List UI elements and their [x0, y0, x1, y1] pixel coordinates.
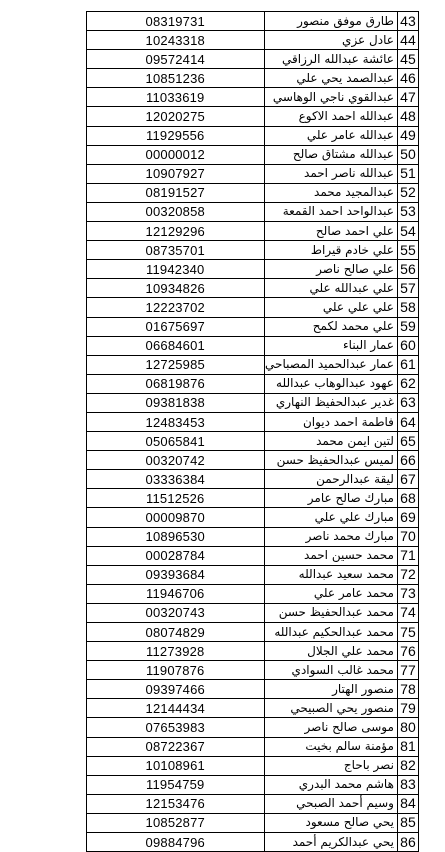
row-number-cell: 85 — [397, 813, 418, 832]
id-code-cell: 00320743 — [87, 603, 265, 622]
records-table-body — [87, 12, 419, 852]
table-row — [87, 584, 419, 603]
row-number-cell: 47 — [397, 88, 418, 107]
row-number-cell: 49 — [397, 126, 418, 145]
id-code-cell: 09884796 — [87, 833, 265, 852]
row-number-cell: 71 — [397, 546, 418, 565]
name-cell: محمد علي الجلال — [264, 642, 397, 661]
row-number-cell: 52 — [397, 183, 418, 202]
table-row — [87, 145, 419, 164]
name-cell: هاشم محمد البدري — [264, 775, 397, 794]
table-row — [87, 260, 419, 279]
row-number-cell: 76 — [397, 642, 418, 661]
name-cell: علي عبدالله علي — [264, 279, 397, 298]
row-number-cell: 86 — [397, 833, 418, 852]
table-row — [87, 69, 419, 88]
table-row — [87, 508, 419, 527]
name-cell: لتين ايمن محمد — [264, 432, 397, 451]
name-cell: يحي عبدالكريم أحمد — [264, 833, 397, 852]
table-row — [87, 451, 419, 470]
name-cell: عهود عبدالوهاب عبدالله — [264, 374, 397, 393]
id-code-cell: 12483453 — [87, 412, 265, 431]
name-cell: علي صالح ناصر — [264, 260, 397, 279]
records-table — [86, 11, 419, 852]
id-code-cell: 09397466 — [87, 680, 265, 699]
table-row — [87, 393, 419, 412]
row-number-cell: 72 — [397, 565, 418, 584]
id-code-cell: 10108961 — [87, 756, 265, 775]
row-number-cell: 82 — [397, 756, 418, 775]
id-code-cell: 11512526 — [87, 489, 265, 508]
name-cell: عبدالله مشتاق صالح — [264, 145, 397, 164]
name-cell: مبارك علي علي — [264, 508, 397, 527]
id-code-cell: 07653983 — [87, 718, 265, 737]
table-row — [87, 50, 419, 69]
row-number-cell: 64 — [397, 412, 418, 431]
row-number-cell: 59 — [397, 317, 418, 336]
id-code-cell: 12129296 — [87, 222, 265, 241]
id-code-cell: 08074829 — [87, 623, 265, 642]
name-cell: موسى صالح ناصر — [264, 718, 397, 737]
table-row — [87, 813, 419, 832]
id-code-cell: 11033619 — [87, 88, 265, 107]
name-cell: وسيم أحمد الصبحي — [264, 794, 397, 813]
id-code-cell: 10934826 — [87, 279, 265, 298]
row-number-cell: 70 — [397, 527, 418, 546]
row-number-cell: 75 — [397, 623, 418, 642]
name-cell: مؤمنة سالم بخيت — [264, 737, 397, 756]
table-row — [87, 833, 419, 852]
table-row — [87, 336, 419, 355]
id-code-cell: 11942340 — [87, 260, 265, 279]
id-code-cell: 00320742 — [87, 451, 265, 470]
table-row — [87, 164, 419, 183]
row-number-cell: 68 — [397, 489, 418, 508]
table-row — [87, 222, 419, 241]
name-cell: مبارك محمد ناصر — [264, 527, 397, 546]
id-code-cell: 08735701 — [87, 241, 265, 260]
row-number-cell: 73 — [397, 584, 418, 603]
id-code-cell: 11946706 — [87, 584, 265, 603]
id-code-cell: 08191527 — [87, 183, 265, 202]
table-row — [87, 680, 419, 699]
name-cell: عبدالله ناصر احمد — [264, 164, 397, 183]
row-number-cell: 65 — [397, 432, 418, 451]
row-number-cell: 58 — [397, 298, 418, 317]
name-cell: منصور الهتار — [264, 680, 397, 699]
row-number-cell: 62 — [397, 374, 418, 393]
row-number-cell: 83 — [397, 775, 418, 794]
table-row — [87, 355, 419, 374]
name-cell: نصر باحاج — [264, 756, 397, 775]
id-code-cell: 09393684 — [87, 565, 265, 584]
table-row — [87, 623, 419, 642]
row-number-cell: 50 — [397, 145, 418, 164]
table-row — [87, 88, 419, 107]
name-cell: عبدالله احمد الاكوع — [264, 107, 397, 126]
id-code-cell: 12223702 — [87, 298, 265, 317]
row-number-cell: 44 — [397, 31, 418, 50]
id-code-cell: 12144434 — [87, 699, 265, 718]
row-number-cell: 79 — [397, 699, 418, 718]
row-number-cell: 56 — [397, 260, 418, 279]
row-number-cell: 69 — [397, 508, 418, 527]
id-code-cell: 00009870 — [87, 508, 265, 527]
row-number-cell: 48 — [397, 107, 418, 126]
row-number-cell: 55 — [397, 241, 418, 260]
name-cell: عبدالواحد احمد القمعة — [264, 202, 397, 221]
table-row — [87, 298, 419, 317]
name-cell: يحي صالح مسعود — [264, 813, 397, 832]
row-number-cell: 81 — [397, 737, 418, 756]
id-code-cell: 00000012 — [87, 145, 265, 164]
table-row — [87, 279, 419, 298]
row-number-cell: 43 — [397, 12, 418, 31]
row-number-cell: 67 — [397, 470, 418, 489]
table-row — [87, 107, 419, 126]
id-code-cell: 00320858 — [87, 202, 265, 221]
table-row — [87, 756, 419, 775]
table-row — [87, 202, 419, 221]
row-number-cell: 78 — [397, 680, 418, 699]
id-code-cell: 00028784 — [87, 546, 265, 565]
id-code-cell: 12725985 — [87, 355, 265, 374]
id-code-cell: 10852877 — [87, 813, 265, 832]
name-cell: محمد سعيد عبدالله — [264, 565, 397, 584]
table-row — [87, 12, 419, 31]
id-code-cell: 11954759 — [87, 775, 265, 794]
table-row — [87, 412, 419, 431]
table-row — [87, 374, 419, 393]
id-code-cell: 08319731 — [87, 12, 265, 31]
table-row — [87, 317, 419, 336]
name-cell: عمار البناء — [264, 336, 397, 355]
id-code-cell: 12020275 — [87, 107, 265, 126]
row-number-cell: 66 — [397, 451, 418, 470]
table-row — [87, 470, 419, 489]
table-row — [87, 489, 419, 508]
id-code-cell: 10907927 — [87, 164, 265, 183]
table-row — [87, 432, 419, 451]
name-cell: منصور يحي الصبيحي — [264, 699, 397, 718]
id-code-cell: 12153476 — [87, 794, 265, 813]
name-cell: محمد عامر علي — [264, 584, 397, 603]
name-cell: عادل عزي — [264, 31, 397, 50]
table-row — [87, 126, 419, 145]
name-cell: عبدالقوي ناجي الوهاسي — [264, 88, 397, 107]
table-row — [87, 775, 419, 794]
id-code-cell: 05065841 — [87, 432, 265, 451]
table-row — [87, 527, 419, 546]
table-row — [87, 546, 419, 565]
table-row — [87, 794, 419, 813]
row-number-cell: 61 — [397, 355, 418, 374]
name-cell: علي خادم قيراط — [264, 241, 397, 260]
id-code-cell: 10851236 — [87, 69, 265, 88]
row-number-cell: 60 — [397, 336, 418, 355]
row-number-cell: 84 — [397, 794, 418, 813]
name-cell: غدير عبدالحفيظ النهاري — [264, 393, 397, 412]
id-code-cell: 09381838 — [87, 393, 265, 412]
table-row — [87, 31, 419, 50]
table-row — [87, 661, 419, 680]
row-number-cell: 53 — [397, 202, 418, 221]
row-number-cell: 54 — [397, 222, 418, 241]
name-cell: محمد عبدالحكيم عبدالله — [264, 623, 397, 642]
row-number-cell: 77 — [397, 661, 418, 680]
name-cell: ليقة عبدالرحمن — [264, 470, 397, 489]
id-code-cell: 08722367 — [87, 737, 265, 756]
id-code-cell: 01675697 — [87, 317, 265, 336]
row-number-cell: 45 — [397, 50, 418, 69]
id-code-cell: 09572414 — [87, 50, 265, 69]
name-cell: طارق موفق منصور — [264, 12, 397, 31]
name-cell: مبارك صالح عامر — [264, 489, 397, 508]
row-number-cell: 80 — [397, 718, 418, 737]
name-cell: محمد عبدالحفيظ حسن — [264, 603, 397, 622]
id-code-cell: 10243318 — [87, 31, 265, 50]
name-cell: عبدالصمد يحي علي — [264, 69, 397, 88]
name-cell: عبدالله عامر علي — [264, 126, 397, 145]
id-code-cell: 06684601 — [87, 336, 265, 355]
name-cell: علي احمد صالح — [264, 222, 397, 241]
id-code-cell: 11907876 — [87, 661, 265, 680]
name-cell: علي علي علي — [264, 298, 397, 317]
id-code-cell: 11273928 — [87, 642, 265, 661]
name-cell: لميس عبدالحفيظ حسن — [264, 451, 397, 470]
row-number-cell: 57 — [397, 279, 418, 298]
table-row — [87, 699, 419, 718]
id-code-cell: 10896530 — [87, 527, 265, 546]
table-row — [87, 565, 419, 584]
id-code-cell: 03336384 — [87, 470, 265, 489]
row-number-cell: 46 — [397, 69, 418, 88]
name-cell: عبدالمجيد محمد — [264, 183, 397, 202]
name-cell: فاطمة احمد ديوان — [264, 412, 397, 431]
table-row — [87, 183, 419, 202]
table-row — [87, 642, 419, 661]
name-cell: علي محمد لكمح — [264, 317, 397, 336]
name-cell: محمد حسين احمد — [264, 546, 397, 565]
table-row — [87, 241, 419, 260]
id-code-cell: 06819876 — [87, 374, 265, 393]
name-cell: عائشة عبدالله الرزاقي — [264, 50, 397, 69]
table-row — [87, 603, 419, 622]
id-code-cell: 11929556 — [87, 126, 265, 145]
table-row — [87, 718, 419, 737]
row-number-cell: 51 — [397, 164, 418, 183]
row-number-cell: 63 — [397, 393, 418, 412]
row-number-cell: 74 — [397, 603, 418, 622]
name-cell: محمد غالب السوادي — [264, 661, 397, 680]
table-row — [87, 737, 419, 756]
name-cell: عمار عبدالحميد المصباحي — [264, 355, 397, 374]
